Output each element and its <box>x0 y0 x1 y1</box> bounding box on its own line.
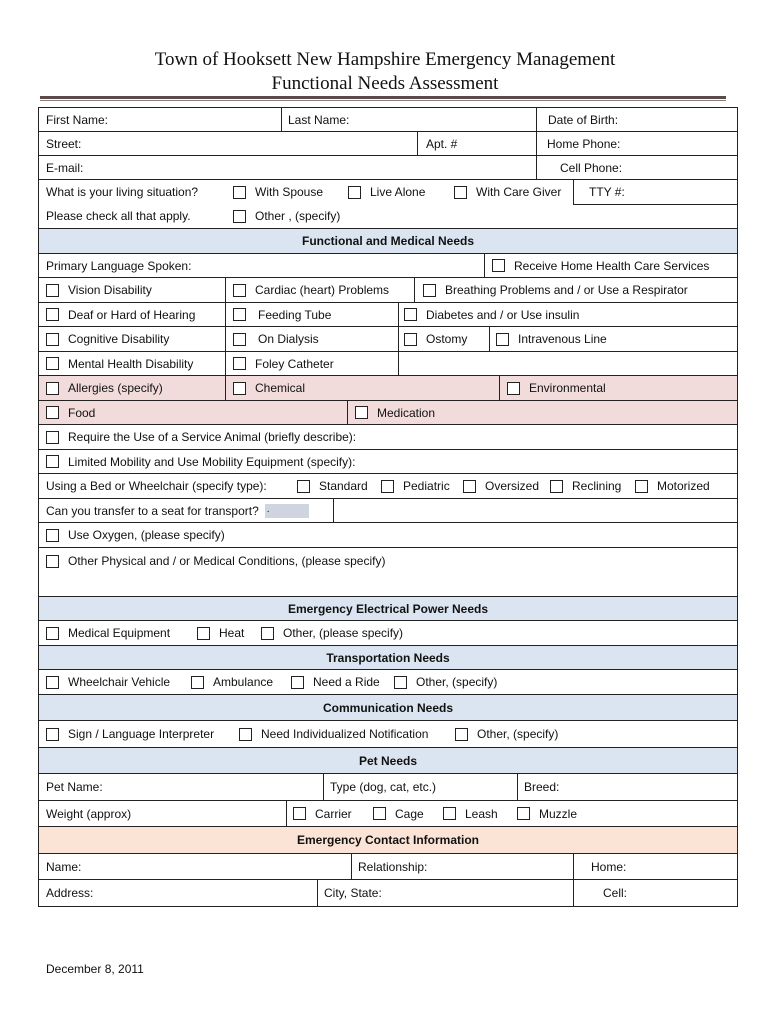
care-giver-label: With Care Giver <box>476 185 562 199</box>
deaf-row <box>38 303 738 327</box>
cell-phone-field[interactable] <box>553 156 622 179</box>
breathing-option[interactable] <box>423 278 688 302</box>
need-ride-checkbox[interactable] <box>291 676 304 689</box>
care-giver-option[interactable] <box>454 180 561 204</box>
ambulance-checkbox[interactable] <box>191 676 204 689</box>
contact-address-row <box>38 880 738 907</box>
cage-label: Cage <box>395 806 424 821</box>
breed-label: Breed: <box>524 780 560 794</box>
intravenous-checkbox[interactable] <box>496 333 509 346</box>
email-row <box>38 156 738 180</box>
allergies-option[interactable] <box>39 376 163 400</box>
primary-language-field[interactable] <box>39 254 191 277</box>
contact-address-label: Address: <box>46 886 94 900</box>
power-row <box>38 621 738 646</box>
cognitive-checkbox[interactable] <box>46 333 59 346</box>
last-name-label: Last Name: <box>288 112 350 127</box>
food-label: Food <box>68 405 96 420</box>
vision-option[interactable] <box>39 278 152 302</box>
power-other-label: Other, (please specify) <box>283 626 404 640</box>
live-alone-label: Live Alone <box>370 185 426 199</box>
footer-date: December 8, 2011 <box>46 962 144 976</box>
contact-section-header <box>38 827 738 854</box>
other-living-option[interactable] <box>233 204 340 228</box>
interpreter-option[interactable] <box>39 721 214 747</box>
cage-checkbox[interactable] <box>373 807 386 820</box>
power-section-title: Emergency Electrical Power Needs <box>287 601 489 616</box>
standard-option[interactable] <box>297 474 368 498</box>
interpreter-label: Sign / Language Interpreter <box>68 727 215 741</box>
email-field[interactable] <box>39 156 83 179</box>
foley-option[interactable] <box>233 352 334 375</box>
oversized-label: Oversized <box>485 479 540 493</box>
allergies-row <box>38 376 738 401</box>
check-all-row <box>38 204 738 229</box>
title-rule-thin <box>40 100 726 101</box>
transport-other-checkbox[interactable] <box>394 676 407 689</box>
first-name-field[interactable] <box>39 108 108 131</box>
comm-other-checkbox[interactable] <box>455 728 468 741</box>
muzzle-checkbox[interactable] <box>517 807 530 820</box>
care-giver-checkbox[interactable] <box>454 186 467 199</box>
transport-section-title: Transportation Needs <box>326 650 450 665</box>
other-physical-label: Other Physical and / or Medical Conditions, (please specify) <box>68 554 386 568</box>
other-physical-option[interactable] <box>39 548 385 574</box>
ostomy-label: Ostomy <box>426 332 468 346</box>
carrier-label: Carrier <box>315 806 352 821</box>
pet-type-label: Type (dog, cat, etc.) <box>330 780 437 794</box>
oxygen-option[interactable] <box>39 523 225 547</box>
bed-wheelchair-label: Using a Bed or Wheelchair (specify type): <box>46 479 267 493</box>
cardiac-checkbox[interactable] <box>233 284 246 297</box>
dob-label: Date of Birth: <box>548 112 619 127</box>
diabetes-label: Diabetes and / or Use insulin <box>426 307 580 322</box>
feeding-tube-label: Feeding Tube <box>258 307 332 322</box>
live-alone-checkbox[interactable] <box>348 186 361 199</box>
contact-name-label: Name: <box>46 859 82 874</box>
contact-cell-label: Cell: <box>603 886 628 900</box>
contact-address-field[interactable] <box>39 880 93 906</box>
other-living-checkbox[interactable] <box>233 210 246 223</box>
communication-section-header <box>38 695 738 721</box>
comm-other-label: Other, (specify) <box>477 727 559 741</box>
food-checkbox[interactable] <box>46 406 59 419</box>
relationship-field[interactable] <box>351 854 427 879</box>
muzzle-option[interactable] <box>517 801 577 826</box>
notification-checkbox[interactable] <box>239 728 252 741</box>
vision-checkbox[interactable] <box>46 284 59 297</box>
form-title: Town of Hooksett New Hampshire Emergency Management <box>154 49 616 70</box>
mental-label: Mental Health Disability <box>68 356 194 371</box>
contact-home-field[interactable] <box>591 854 626 879</box>
with-spouse-label: With Spouse <box>255 185 324 199</box>
transfer-row <box>38 499 738 523</box>
functional-section-title: Functional and Medical Needs <box>301 234 475 248</box>
dob-field[interactable] <box>541 108 618 131</box>
foley-label: Foley Catheter <box>255 356 334 371</box>
first-name-label: First Name: <box>46 112 109 127</box>
functional-section-header <box>38 229 738 254</box>
medication-option[interactable] <box>355 401 435 424</box>
cell-phone-label: Cell Phone: <box>560 160 623 175</box>
ostomy-option[interactable] <box>404 327 467 351</box>
transport-other-option[interactable] <box>394 670 497 694</box>
breed-field[interactable] <box>517 774 559 800</box>
carrier-checkbox[interactable] <box>293 807 306 820</box>
street-row <box>38 132 738 156</box>
mental-option[interactable] <box>39 352 193 375</box>
contact-name-row <box>38 854 738 880</box>
diabetes-option[interactable] <box>404 303 579 326</box>
home-phone-field[interactable] <box>540 132 620 155</box>
pets-section-header <box>38 748 738 774</box>
chemical-label: Chemical <box>255 381 306 395</box>
wheelchair-vehicle-checkbox[interactable] <box>46 676 59 689</box>
transport-row <box>38 670 738 695</box>
heat-checkbox[interactable] <box>197 627 210 640</box>
breathing-label: Breathing Problems and / or Use a Respirator <box>445 283 688 297</box>
oxygen-checkbox[interactable] <box>46 529 59 542</box>
breathing-checkbox[interactable] <box>423 284 436 297</box>
ostomy-checkbox[interactable] <box>404 333 417 346</box>
deaf-checkbox[interactable] <box>46 308 59 321</box>
medication-checkbox[interactable] <box>355 406 368 419</box>
contact-cell-field[interactable] <box>603 880 627 906</box>
living-question: What is your living situation? <box>46 185 199 199</box>
other-living-label: Other , (specify) <box>255 209 341 223</box>
living-row <box>38 180 738 204</box>
power-section-header <box>38 597 738 621</box>
home-health-checkbox[interactable] <box>492 259 505 272</box>
vision-row <box>38 278 738 303</box>
with-spouse-checkbox[interactable] <box>233 186 246 199</box>
ambulance-label: Ambulance <box>213 675 274 689</box>
transfer-answer-field[interactable]: . <box>265 504 309 518</box>
with-spouse-option[interactable] <box>233 180 323 204</box>
motorized-label: Motorized <box>657 479 710 493</box>
interpreter-checkbox[interactable] <box>46 728 59 741</box>
medical-equipment-label: Medical Equipment <box>68 626 171 640</box>
name-row <box>38 107 738 132</box>
email-label: E-mail: <box>46 160 84 175</box>
city-state-field[interactable] <box>317 880 382 906</box>
tty-field[interactable] <box>589 180 625 204</box>
feeding-tube-checkbox[interactable] <box>233 308 246 321</box>
wheelchair-vehicle-label: Wheelchair Vehicle <box>68 675 171 689</box>
home-health-option[interactable] <box>492 254 709 277</box>
last-name-field[interactable] <box>281 108 349 131</box>
oversized-checkbox[interactable] <box>463 480 476 493</box>
power-other-option[interactable] <box>261 621 403 645</box>
dialysis-option[interactable] <box>233 327 319 351</box>
check-all-text: Please check all that apply. <box>46 209 191 223</box>
other-physical-row <box>38 548 738 597</box>
feeding-tube-option[interactable] <box>233 303 331 326</box>
need-ride-label: Need a Ride <box>313 675 380 689</box>
title-rule <box>40 96 726 99</box>
contact-name-field[interactable] <box>39 854 81 879</box>
diabetes-checkbox[interactable] <box>404 308 417 321</box>
carrier-option[interactable] <box>293 801 352 826</box>
environmental-checkbox[interactable] <box>507 382 520 395</box>
live-alone-option[interactable] <box>348 180 425 204</box>
medication-label: Medication <box>377 405 436 420</box>
power-other-checkbox[interactable] <box>261 627 274 640</box>
food-row <box>38 401 738 425</box>
standard-checkbox[interactable] <box>297 480 310 493</box>
pet-weight-label: Weight (approx) <box>46 806 132 821</box>
bed-wheelchair-row <box>38 474 738 499</box>
contact-section-title: Emergency Contact Information <box>296 833 480 847</box>
chemical-checkbox[interactable] <box>233 382 246 395</box>
chemical-option[interactable] <box>233 376 305 400</box>
cognitive-label: Cognitive Disability <box>68 332 170 346</box>
mental-checkbox[interactable] <box>46 357 59 370</box>
reclining-label: Reclining <box>572 479 622 493</box>
heat-label: Heat <box>219 626 245 640</box>
ambulance-option[interactable] <box>191 670 273 694</box>
foley-checkbox[interactable] <box>233 357 246 370</box>
mental-row <box>38 352 738 376</box>
leash-checkbox[interactable] <box>443 807 456 820</box>
city-state-label: City, State: <box>324 886 382 900</box>
motorized-checkbox[interactable] <box>635 480 648 493</box>
pediatric-checkbox[interactable] <box>381 480 394 493</box>
vision-label: Vision Disability <box>68 283 152 297</box>
tty-label: TTY #: <box>589 185 625 199</box>
oxygen-row <box>38 523 738 548</box>
pet-weight-field[interactable] <box>39 801 131 826</box>
intravenous-option[interactable] <box>496 327 607 351</box>
home-health-label: Receive Home Health Care Services <box>514 258 710 273</box>
transport-section-header <box>38 646 738 670</box>
relationship-label: Relationship: <box>358 859 428 874</box>
cognitive-row <box>38 327 738 352</box>
need-ride-option[interactable] <box>291 670 380 694</box>
mobility-row <box>38 450 738 474</box>
intravenous-label: Intravenous Line <box>518 332 607 346</box>
cardiac-option[interactable] <box>233 278 389 302</box>
notification-option[interactable] <box>239 721 428 747</box>
environmental-option[interactable] <box>507 376 606 400</box>
mobility-label: Limited Mobility and Use Mobility Equipment (specify): <box>68 454 356 469</box>
primary-language-label: Primary Language Spoken: <box>46 258 192 273</box>
medical-equipment-option[interactable] <box>39 621 170 645</box>
service-animal-option[interactable] <box>39 425 356 449</box>
transport-other-label: Other, (specify) <box>416 675 498 689</box>
heat-option[interactable] <box>197 621 244 645</box>
pet-name-label: Pet Name: <box>46 780 103 794</box>
pet-name-row <box>38 774 738 801</box>
assessment-form <box>38 107 738 907</box>
form-subtitle: Functional Needs Assessment <box>271 73 499 94</box>
allergies-label: Allergies (specify) <box>68 381 163 395</box>
service-animal-label: Require the Use of a Service Animal (briefly describe): <box>68 430 357 444</box>
apt-label: Apt. # <box>426 136 458 151</box>
dialysis-checkbox[interactable] <box>233 333 246 346</box>
pets-section-title: Pet Needs <box>358 753 418 768</box>
pediatric-label: Pediatric <box>403 479 450 493</box>
environmental-label: Environmental <box>529 381 606 395</box>
oxygen-label: Use Oxygen, (please specify) <box>68 528 225 542</box>
communication-row <box>38 721 738 748</box>
wheelchair-vehicle-option[interactable] <box>39 670 170 694</box>
leash-option[interactable] <box>443 801 498 826</box>
street-label: Street: <box>46 136 82 151</box>
mobility-checkbox[interactable] <box>46 455 59 468</box>
standard-label: Standard <box>319 479 368 493</box>
transfer-label: Can you transfer to a seat for transport? <box>46 503 259 518</box>
food-option[interactable] <box>39 401 95 424</box>
pediatric-option[interactable] <box>381 474 450 498</box>
pet-weight-row <box>38 801 738 827</box>
notification-label: Need Individualized Notification <box>261 727 429 741</box>
home-phone-label: Home Phone: <box>547 136 621 151</box>
muzzle-label: Muzzle <box>539 806 578 821</box>
service-animal-checkbox[interactable] <box>46 431 59 444</box>
apt-field[interactable] <box>419 132 457 155</box>
cognitive-option[interactable] <box>39 327 169 351</box>
reclining-option[interactable] <box>550 474 621 498</box>
pet-name-field[interactable] <box>39 774 103 800</box>
language-row <box>38 254 738 278</box>
deaf-option[interactable] <box>39 303 195 326</box>
comm-other-option[interactable] <box>455 721 558 747</box>
pet-type-field[interactable] <box>323 774 436 800</box>
contact-home-label: Home: <box>591 859 627 874</box>
cage-option[interactable] <box>373 801 424 826</box>
communication-section-title: Communication Needs <box>322 700 454 715</box>
other-physical-checkbox[interactable] <box>46 555 59 568</box>
dialysis-label: On Dialysis <box>258 332 319 346</box>
motorized-option[interactable] <box>635 474 710 498</box>
allergies-checkbox[interactable] <box>46 382 59 395</box>
reclining-checkbox[interactable] <box>550 480 563 493</box>
cardiac-label: Cardiac (heart) Problems <box>255 283 390 297</box>
mobility-option[interactable] <box>39 450 355 473</box>
street-field[interactable] <box>39 132 81 155</box>
oversized-option[interactable] <box>463 474 539 498</box>
deaf-label: Deaf or Hard of Hearing <box>68 307 196 322</box>
service-animal-row <box>38 425 738 450</box>
leash-label: Leash <box>465 806 498 821</box>
medical-equipment-checkbox[interactable] <box>46 627 59 640</box>
